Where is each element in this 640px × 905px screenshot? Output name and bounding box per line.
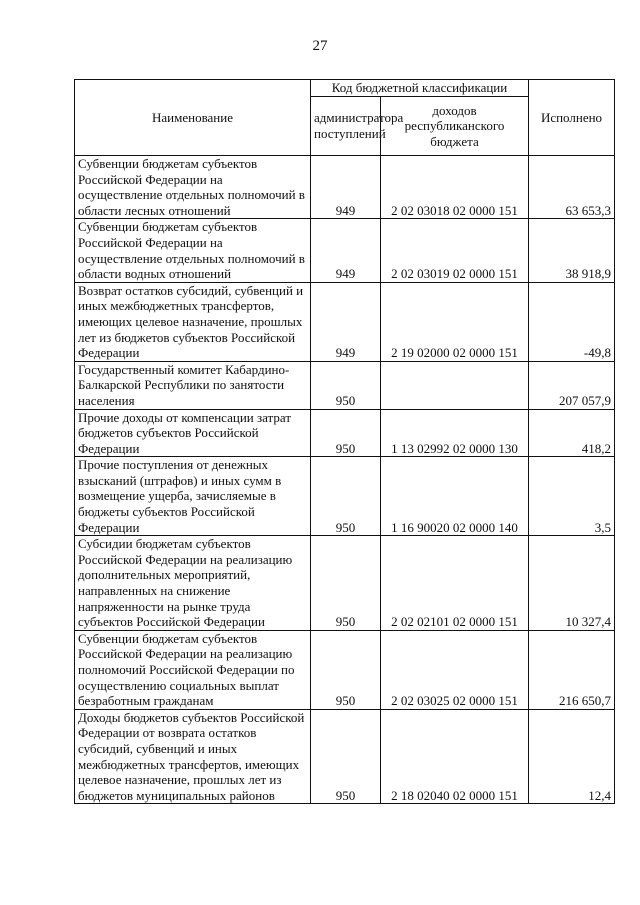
row-executed-amount-cell: 38 918,9 bbox=[529, 219, 615, 282]
row-admin-code-cell: 949 bbox=[311, 219, 381, 282]
table-header bbox=[75, 80, 615, 156]
header-classification-code: Код бюджетной классификации bbox=[311, 80, 529, 97]
table-row bbox=[75, 219, 615, 282]
row-admin-code-cell: 950 bbox=[311, 630, 381, 709]
header-admin: администратора поступлений bbox=[311, 97, 381, 156]
table-body bbox=[75, 156, 615, 804]
row-revenue-code-cell: 2 02 03019 02 0000 151 bbox=[381, 219, 529, 282]
row-name-cell: Субвенции бюджетам субъектов Российской Федерации на реализацию полномочий Российской Федерации по осуществлению социальных выплат безработным гражданам bbox=[75, 630, 311, 709]
row-admin-code-cell: 950 bbox=[311, 709, 381, 804]
row-executed-amount-cell: -49,8 bbox=[529, 282, 615, 361]
row-revenue-code-cell: 2 02 02101 02 0000 151 bbox=[381, 536, 529, 631]
row-admin-code-cell: 950 bbox=[311, 361, 381, 409]
table-row bbox=[75, 361, 615, 409]
row-name-cell: Прочие доходы от компенсации затрат бюджетов субъектов Российской Федерации bbox=[75, 409, 311, 457]
table-row bbox=[75, 709, 615, 804]
row-revenue-code-cell bbox=[381, 361, 529, 409]
row-name-cell: Субсидии бюджетам субъектов Российской Федерации на реализацию дополнительных мероприятий, направленных на снижение напряженности на рынке труда субъектов Российской Федерации bbox=[75, 536, 311, 631]
row-name-cell: Субвенции бюджетам субъектов Российской Федерации на осуществление отдельных полномочий в области водных отношений bbox=[75, 219, 311, 282]
budget-table bbox=[74, 79, 615, 804]
row-admin-code-cell: 950 bbox=[311, 457, 381, 536]
row-name-cell: Субвенции бюджетам субъектов Российской Федерации на осуществление отдельных полномочий в области лесных отношений bbox=[75, 156, 311, 219]
row-executed-amount-cell: 10 327,4 bbox=[529, 536, 615, 631]
table-row bbox=[75, 156, 615, 219]
table-row bbox=[75, 536, 615, 631]
table-row bbox=[75, 630, 615, 709]
row-name-cell: Доходы бюджетов субъектов Российской Федерации от возврата остатков субсидий, субвенций и иных межбюджетных трансфертов, имеющих целевое назначение, прошлых лет из бюджетов муниципальных районов bbox=[75, 709, 311, 804]
row-executed-amount-cell: 418,2 bbox=[529, 409, 615, 457]
row-revenue-code-cell: 2 02 03018 02 0000 151 bbox=[381, 156, 529, 219]
row-name-cell: Прочие поступления от денежных взысканий (штрафов) и иных сумм в возмещение ущерба, зачисляемые в бюджеты субъектов Российской Федерации bbox=[75, 457, 311, 536]
header-revenue: доходов республиканского бюджета bbox=[381, 97, 529, 156]
table-row bbox=[75, 409, 615, 457]
row-executed-amount-cell: 63 653,3 bbox=[529, 156, 615, 219]
row-revenue-code-cell: 1 13 02992 02 0000 130 bbox=[381, 409, 529, 457]
table-row bbox=[75, 457, 615, 536]
row-executed-amount-cell: 216 650,7 bbox=[529, 630, 615, 709]
row-admin-code-cell: 950 bbox=[311, 409, 381, 457]
header-executed: Исполнено bbox=[529, 80, 615, 156]
row-executed-amount-cell: 207 057,9 bbox=[529, 361, 615, 409]
row-executed-amount-cell: 12,4 bbox=[529, 709, 615, 804]
row-revenue-code-cell: 1 16 90020 02 0000 140 bbox=[381, 457, 529, 536]
row-revenue-code-cell: 2 02 03025 02 0000 151 bbox=[381, 630, 529, 709]
row-executed-amount-cell: 3,5 bbox=[529, 457, 615, 536]
row-revenue-code-cell: 2 19 02000 02 0000 151 bbox=[381, 282, 529, 361]
row-admin-code-cell: 949 bbox=[311, 282, 381, 361]
row-name-cell: Государственный комитет Кабардино-Балкарской Республики по занятости населения bbox=[75, 361, 311, 409]
row-admin-code-cell: 949 bbox=[311, 156, 381, 219]
header-name: Наименование bbox=[75, 80, 311, 156]
page-number: 27 bbox=[312, 38, 328, 54]
row-name-cell: Возврат остатков субсидий, субвенций и иных межбюджетных трансфертов, имеющих целевое назначение, прошлых лет из бюджетов субъектов Российской Федерации bbox=[75, 282, 311, 361]
row-revenue-code-cell: 2 18 02040 02 0000 151 bbox=[381, 709, 529, 804]
row-admin-code-cell: 950 bbox=[311, 536, 381, 631]
table-row bbox=[75, 282, 615, 361]
